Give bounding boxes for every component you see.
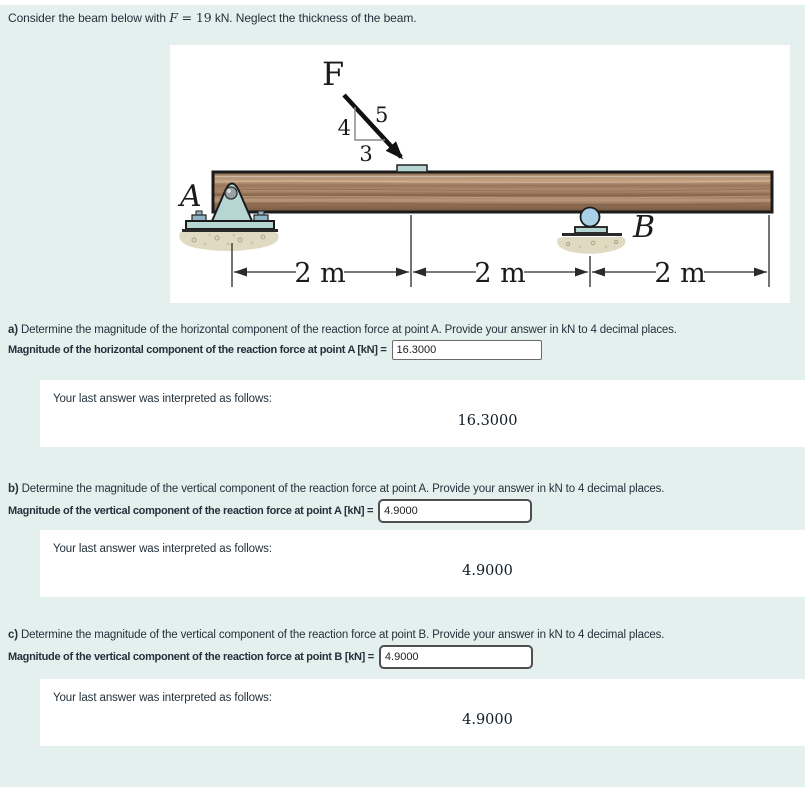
question-c-answer-label: Magnitude of the vertical component of the reaction force at point B [kN] = [8,651,374,663]
question-c-prompt [8,629,664,641]
ground-b [557,236,625,253]
question-b-interpreted-value: 4.9000 [462,563,513,579]
roller-plate [575,227,607,233]
slope-vertical-label: 4 [337,116,351,140]
base-plate-a [186,221,274,229]
statement-text-before: Consider the beam below with [8,11,170,25]
question-b-answer-label: Magnitude of the vertical component of the reaction force at point A [kN] = [8,505,374,517]
question-c-feedback-box [40,679,805,746]
force-label: F [322,55,345,93]
top-white-strip [0,0,805,5]
question-c-text: Determine the magnitude of the vertical component of the reaction force at point B. Provide your answer in kN to 4 decimal places. [20,629,665,641]
roller [581,208,600,227]
support-a-label: A [180,179,202,214]
force-symbol: F [169,10,178,25]
question-c-interpreted-value: 4.9000 [462,712,513,728]
statement-text-after: kN. Neglect the thickness of the beam. [211,11,417,25]
problem-statement [8,10,416,25]
question-b-text: Determine the magnitude of the vertical component of the reaction force at point A. Provide your answer in kN to 4 decimal places. [21,483,665,495]
question-c-letter: c) [8,629,18,641]
question-c-feedback-label: Your last answer was interpreted as follows: [53,692,272,704]
question-a-answer-input[interactable] [392,340,542,360]
question-a-feedback-box [40,380,805,447]
question-b [8,483,664,523]
beam [213,172,772,212]
question-b-letter: b) [8,483,19,495]
force-value: = 19 [177,10,212,25]
force-plate [397,165,427,172]
dim-label-2: 2 m [474,258,526,289]
question-a-feedback-label: Your last answer was interpreted as follows: [53,393,272,405]
question-b-answer-input[interactable] [378,499,532,523]
question-a-answer-row [8,340,677,360]
dim-label-1: 2 m [294,258,346,289]
question-c [8,629,664,669]
question-b-answer-row [8,499,664,523]
roller-support-b [557,208,625,254]
force-equation [169,10,211,25]
beam-figure [170,45,790,303]
question-a-answer-label: Magnitude of the horizontal component of the reaction force at point A [kN] = [8,344,387,356]
question-b-feedback-box [40,530,805,597]
dim-label-3: 2 m [654,258,706,289]
slope-hypotenuse-label: 5 [375,103,389,127]
slope-horizontal-label: 3 [359,142,373,166]
question-c-answer-input[interactable] [379,645,533,669]
question-a-letter: a) [8,324,18,336]
question-b-feedback-label: Your last answer was interpreted as follows: [53,543,272,555]
question-a-prompt [8,324,677,336]
question-c-answer-row [8,645,664,669]
ground-a [179,231,278,251]
question-a-text: Determine the magnitude of the horizontal component of the reaction force at point A. Provide your answer in kN to 4 decimal places. [20,324,677,336]
pin [225,187,237,199]
question-a-interpreted-value: 16.3000 [457,413,518,429]
support-b-label: B [633,210,656,245]
question-b-prompt [8,483,664,495]
question-a [8,324,677,360]
beam-diagram-panel [170,45,790,303]
